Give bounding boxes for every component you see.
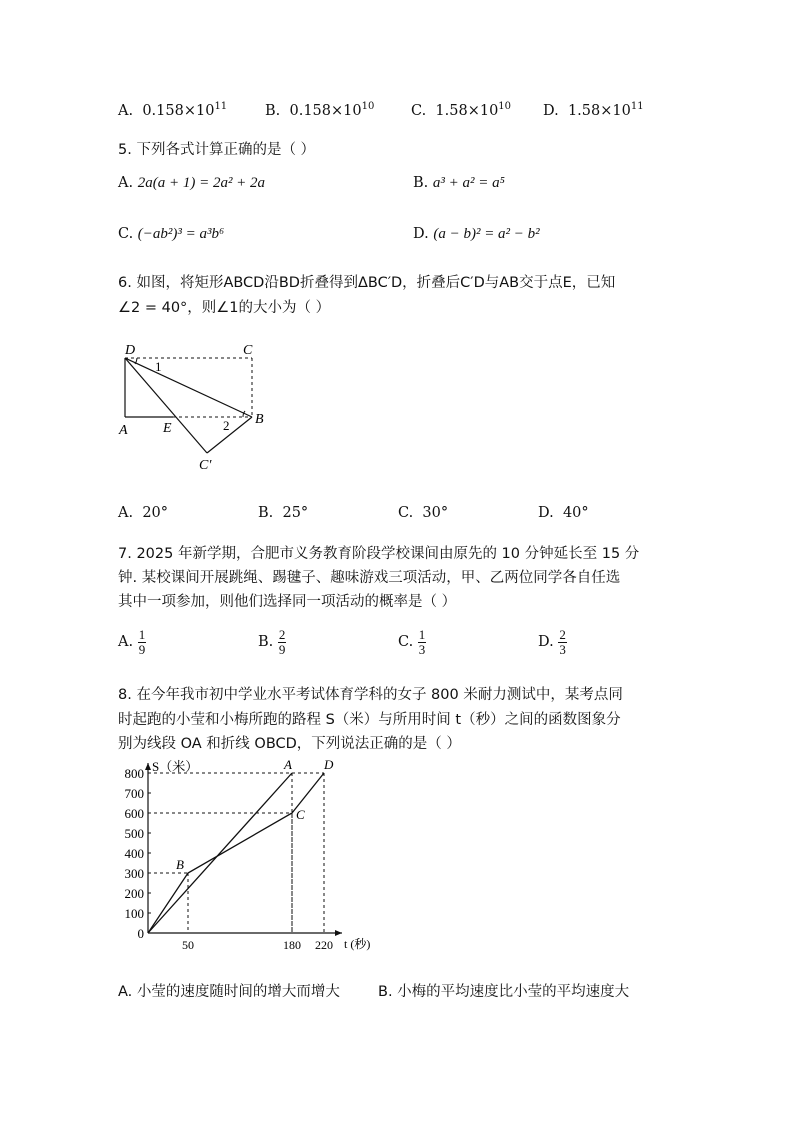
label-e: E <box>163 421 172 436</box>
q7-option-a[interactable] <box>118 628 146 656</box>
edge-cpb <box>207 417 252 453</box>
x-axis-arrow <box>335 930 342 936</box>
denominator: 9 <box>278 641 286 657</box>
fraction <box>278 628 287 656</box>
option-value: 40° <box>562 505 589 521</box>
distance-time-chart <box>110 755 390 955</box>
q7-stem-line1: 7. 2025 年新学期，合肥市义务教育阶段学校课间由原先的 10 分钟延长至 15 分 <box>118 546 640 562</box>
q7-stem-line3: 其中一项参加，则他们选择同一项活动的概率是（ ） <box>118 594 457 610</box>
q7-stem-line2: 钟. 某校课间开展跳绳、踢毽子、趣味游戏三项活动，甲、乙两位同学各自任选 <box>118 570 621 586</box>
numerator: 2 <box>559 627 566 642</box>
label-b: B <box>255 412 264 427</box>
option-letter: D. <box>538 634 554 651</box>
q4-option-c[interactable] <box>411 101 511 119</box>
q8-stem-line1: 8. 在今年我市初中学业水平考试体育学科的女子 800 米耐力测试中，某考点同 <box>118 687 623 703</box>
x-tick-label: 220 <box>315 938 333 952</box>
numerator: 2 <box>278 627 286 642</box>
option-expression: a³ + a² = a⁵ <box>432 175 505 191</box>
fraction <box>558 628 567 656</box>
point-label-c: C <box>296 807 305 822</box>
denominator: 3 <box>418 641 426 657</box>
y-tick-label: 700 <box>124 786 144 801</box>
option-value: 20° <box>142 505 169 521</box>
option-expression: (−ab²)³ = a³b⁶ <box>137 226 225 242</box>
numerator: 1 <box>418 627 426 642</box>
label-angle-2: 2 <box>223 418 230 433</box>
option-letter: C. <box>398 505 414 521</box>
option-letter: A. <box>118 175 134 191</box>
numerator: 1 <box>138 627 146 642</box>
option-value: 25° <box>282 505 309 521</box>
option-letter: B. <box>258 634 274 651</box>
q8-option-a[interactable]: A. 小莹的速度随时间的增大而增大 <box>118 984 340 1000</box>
option-value: 30° <box>422 505 449 521</box>
q5-stem: 5. 下列各式计算正确的是（ ） <box>118 142 316 158</box>
diagonal-db <box>125 358 252 417</box>
label-c: C <box>243 343 253 358</box>
q7-option-d[interactable] <box>538 628 567 656</box>
y-axis-arrow <box>145 763 151 770</box>
fraction <box>418 628 427 656</box>
option-letter: B. <box>265 102 281 119</box>
option-letter: C. <box>398 634 414 651</box>
label-angle-1: 1 <box>155 359 162 374</box>
x-tick-label: 50 <box>182 938 194 952</box>
option-expression: 2a(a + 1) = 2a² + 2a <box>137 175 266 191</box>
q6-option-c[interactable] <box>398 505 448 521</box>
denominator: 3 <box>559 641 566 657</box>
option-letter: B. <box>413 175 429 191</box>
option-letter: D. <box>543 102 559 119</box>
q6-option-d[interactable] <box>538 505 589 521</box>
label-d: D <box>125 343 136 358</box>
point-label-b: B <box>176 857 184 872</box>
y-tick-label: 0 <box>137 926 144 941</box>
option-letter: B. <box>258 505 274 521</box>
q6-option-a[interactable] <box>118 505 168 521</box>
option-exponent: 11 <box>214 101 228 112</box>
q5-option-d[interactable] <box>413 226 540 243</box>
q4-option-b[interactable] <box>265 101 374 119</box>
option-letter: C. <box>118 226 134 242</box>
option-exponent: 11 <box>630 101 644 112</box>
option-letter: C. <box>411 102 427 119</box>
option-letter: A. <box>118 102 134 119</box>
q5-option-a[interactable] <box>118 175 265 192</box>
point-label-a: A <box>284 757 292 772</box>
q6-stem-line2: ∠2 = 40°，则∠1的大小为（ ） <box>118 300 331 316</box>
label-cprime: C′ <box>199 458 212 473</box>
q7-option-c[interactable] <box>398 628 426 656</box>
y-tick-label: 200 <box>124 886 144 901</box>
y-tick-label: 800 <box>124 766 144 781</box>
option-value: 0.158×10 <box>289 102 362 119</box>
option-expression: (a − b)² = a² − b² <box>433 226 540 242</box>
q6-figure <box>115 335 280 475</box>
y-tick-label: 600 <box>124 806 144 821</box>
option-letter: A. <box>118 505 134 521</box>
option-exponent: 10 <box>361 101 375 112</box>
option-letter: D. <box>413 226 429 242</box>
q6-stem-line1: 6. 如图，将矩形ABCD沿BD折叠得到ΔBC′D，折叠后C′D与AB交于点E，已知 <box>118 275 616 291</box>
q4-option-a[interactable] <box>118 101 227 119</box>
edge-dcp <box>125 358 207 453</box>
q8-stem-line2: 时起跑的小莹和小梅所跑的路程 S（米）与所用时间 t（秒）之间的函数图象分 <box>118 712 621 728</box>
y-tick-label: 400 <box>124 846 144 861</box>
q7-option-b[interactable] <box>258 628 286 656</box>
option-value: 1.58×10 <box>567 102 631 119</box>
q8-stem-line3: 别为线段 OA 和折线 OBCD，下列说法正确的是（ ） <box>118 736 461 752</box>
q5-option-b[interactable] <box>413 175 505 192</box>
x-axis-label: t (秒) <box>344 937 371 951</box>
series-oa <box>148 773 292 933</box>
y-tick-label: 300 <box>124 866 144 881</box>
y-axis-label: S（米） <box>152 759 199 774</box>
option-exponent: 10 <box>498 101 512 112</box>
x-tick-label: 180 <box>283 938 301 952</box>
option-value: 1.58×10 <box>435 102 499 119</box>
y-tick-label: 500 <box>124 826 144 841</box>
series-obcd <box>148 773 324 933</box>
fraction <box>138 628 147 656</box>
q5-option-c[interactable] <box>118 226 224 243</box>
y-tick-label: 100 <box>124 906 144 921</box>
option-letter: A. <box>118 634 134 651</box>
option-letter: D. <box>538 505 554 521</box>
option-value: 0.158×10 <box>142 102 215 119</box>
q4-option-d[interactable] <box>543 101 644 119</box>
denominator: 9 <box>138 641 146 657</box>
q6-option-b[interactable] <box>258 505 308 521</box>
q8-option-b[interactable]: B. 小梅的平均速度比小莹的平均速度大 <box>378 984 630 1000</box>
label-a: A <box>119 423 128 438</box>
point-label-d: D <box>324 757 334 772</box>
